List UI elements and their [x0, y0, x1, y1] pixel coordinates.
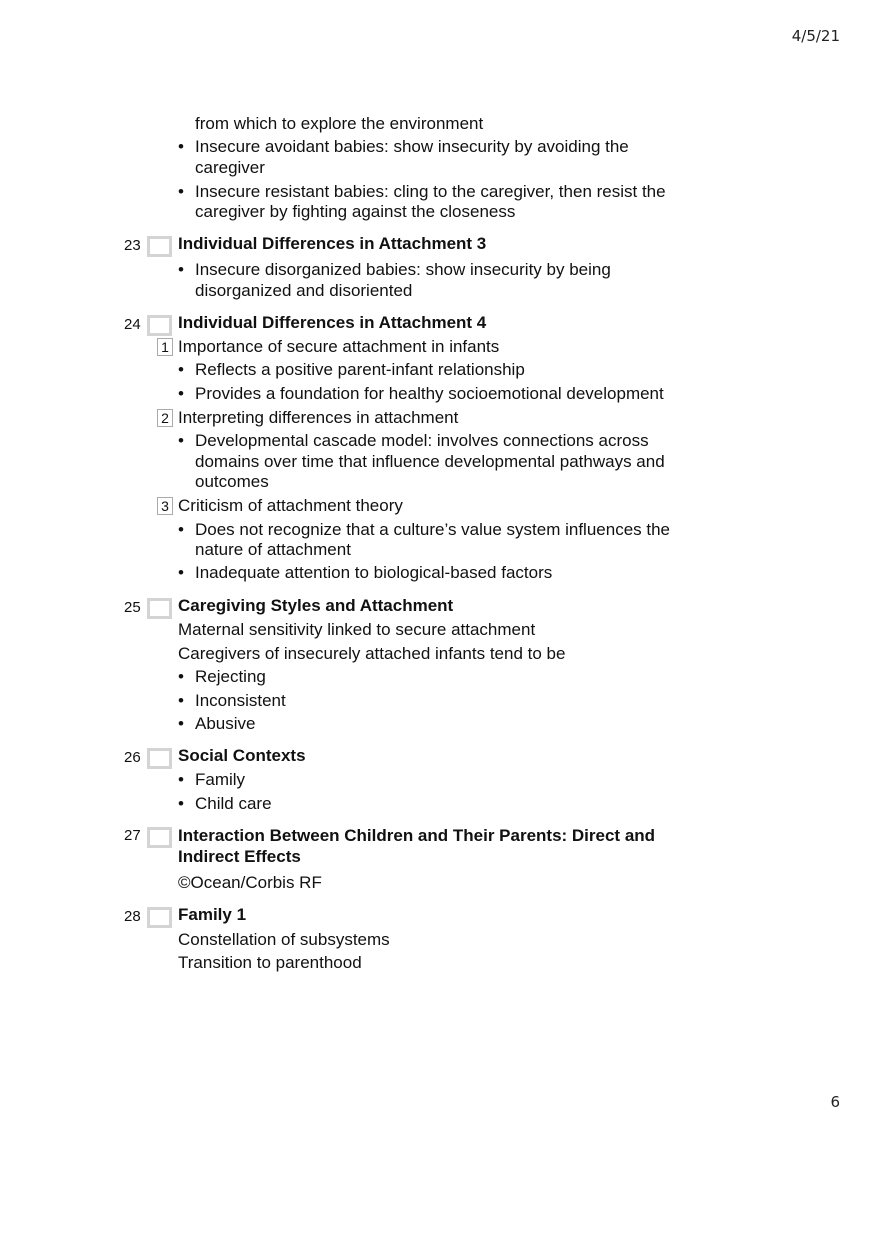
list-item-text: Criticism of attachment theory	[178, 496, 403, 515]
bullet-text: Abusive	[195, 714, 256, 733]
bullet-text: outcomes	[195, 472, 269, 491]
slide-thumbnail[interactable]	[147, 315, 172, 336]
text-line: Caregivers of insecurely attached infants tend to be	[178, 644, 566, 663]
text-line: Transition to parenthood	[178, 953, 362, 972]
bullet-text: Insecure avoidant babies: show insecurity by avoiding the	[195, 137, 629, 156]
bullet-text: Does not recognize that a culture’s value system influences the	[195, 520, 671, 539]
bullet-text: Rejecting	[195, 667, 266, 686]
bullet-text: Inadequate attention to biological-based factors	[195, 563, 553, 582]
bullet-text: Family	[195, 770, 246, 789]
bullet-text: disorganized and disoriented	[195, 281, 413, 300]
slide-number: 28	[124, 908, 141, 925]
slide-thumbnail[interactable]	[147, 748, 172, 769]
bullet-text: Insecure disorganized babies: show insecurity by being	[195, 260, 611, 279]
bullet-text: nature of attachment	[195, 540, 351, 559]
slide-title: Caregiving Styles and Attachment	[178, 596, 454, 615]
bullet-glyph: •	[178, 260, 184, 279]
bullet-glyph: •	[178, 182, 184, 201]
slide-number: 27	[124, 827, 141, 844]
bullet-text: Developmental cascade model: involves connections across	[195, 431, 649, 450]
bullet-text: Inconsistent	[195, 691, 286, 710]
slide-number: 26	[124, 749, 141, 766]
text-line: Constellation of subsystems	[178, 930, 390, 949]
bullet-text: caregiver	[195, 158, 265, 177]
bullet-glyph: •	[178, 691, 184, 710]
text-line: Maternal sensitivity linked to secure attachment	[178, 620, 536, 639]
list-item-text: Interpreting differences in attachment	[178, 408, 459, 427]
slide-number: 25	[124, 599, 141, 616]
slide-number: 24	[124, 316, 141, 333]
bullet-glyph: •	[178, 520, 184, 539]
list-number: 1	[157, 338, 173, 356]
list-number: 2	[157, 409, 173, 427]
bullet-text: domains over time that influence developmental pathways and	[195, 452, 665, 471]
bullet-glyph: •	[178, 431, 184, 450]
bullet-glyph: •	[178, 384, 184, 403]
slide-title: Individual Differences in Attachment 3	[178, 234, 487, 253]
date: 4/5/21	[791, 27, 840, 45]
bullet-glyph: •	[178, 714, 184, 733]
bullet-glyph: •	[178, 563, 184, 582]
slide-title: Family 1	[178, 905, 247, 924]
slide-thumbnail[interactable]	[147, 598, 172, 619]
bullet-text: Child care	[195, 794, 272, 813]
bullet-text: Insecure resistant babies: cling to the caregiver, then resist the	[195, 182, 666, 201]
slide-title: Social Contexts	[178, 746, 306, 765]
slide-number: 23	[124, 237, 141, 254]
slide-title: Interaction Between Children and Their Parents: Direct and	[178, 826, 656, 845]
bullet-glyph: •	[178, 360, 184, 379]
image-credit: ©Ocean/Corbis RF	[178, 873, 322, 892]
bullet-glyph: •	[178, 667, 184, 686]
list-number: 3	[157, 497, 173, 515]
bullet-glyph: •	[178, 770, 184, 789]
bullet-text: Provides a foundation for healthy socioemotional development	[195, 384, 664, 403]
list-item-text: Importance of secure attachment in infants	[178, 337, 500, 356]
bullet-text: caregiver by fighting against the closeness	[195, 202, 516, 221]
bullet-glyph: •	[178, 137, 184, 156]
slide-title: Individual Differences in Attachment 4	[178, 313, 487, 332]
slide-thumbnail[interactable]	[147, 236, 172, 257]
page-number: 6	[830, 1093, 840, 1111]
slide-thumbnail[interactable]	[147, 907, 172, 928]
bullet-text: Reflects a positive parent-infant relationship	[195, 360, 525, 379]
slide-title: Indirect Effects	[178, 847, 301, 866]
slide-thumbnail[interactable]	[147, 827, 172, 848]
continuation-line: from which to explore the environment	[195, 114, 484, 133]
bullet-glyph: •	[178, 794, 184, 813]
